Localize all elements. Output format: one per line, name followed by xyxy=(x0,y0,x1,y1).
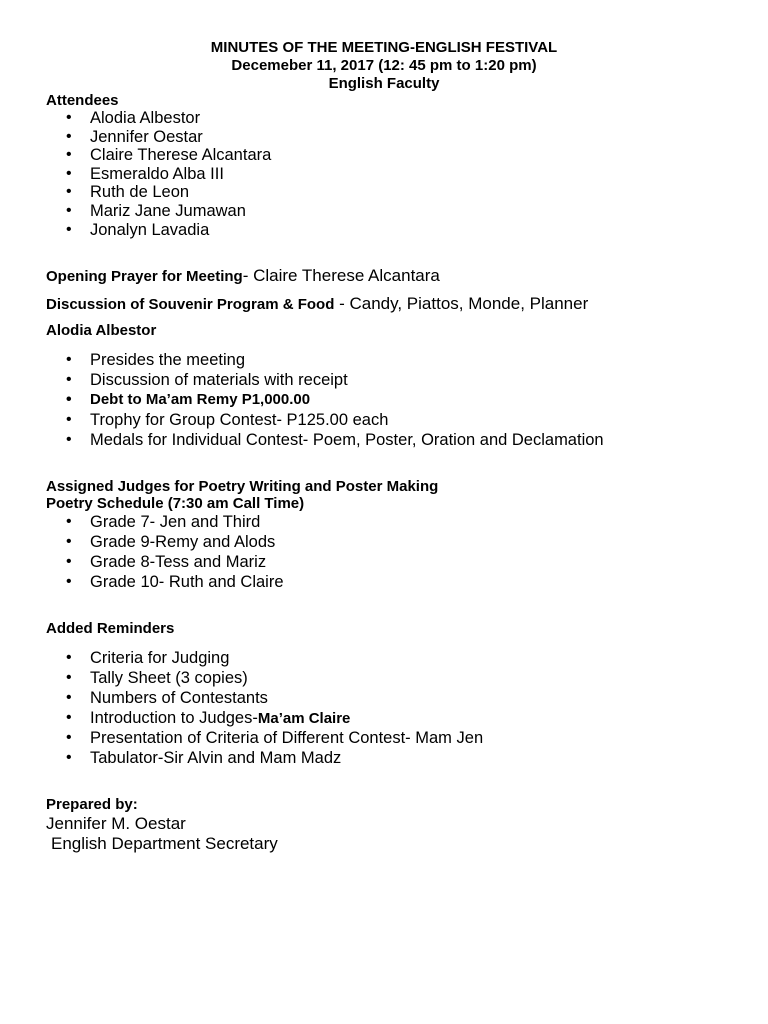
attendees-list xyxy=(46,109,271,239)
souvenir-line xyxy=(46,294,588,315)
list-item: • Grade 8-Tess and Mariz xyxy=(46,552,284,572)
souvenir-label: Discussion of Souvenir Program & Food xyxy=(46,296,335,313)
attendees-heading: Attendees xyxy=(46,92,119,109)
opening-prayer-line xyxy=(46,266,440,287)
list-item: • Grade 10- Ruth and Claire xyxy=(46,572,284,592)
list-item: • Discussion of materials with receipt xyxy=(46,370,604,390)
list-item: • Debt to Ma’am Remy P1,000.00 xyxy=(46,390,604,410)
list-item: • Claire Therese Alcantara xyxy=(46,146,271,165)
judges-heading: Assigned Judges for Poetry Writing and Poster Making xyxy=(46,478,439,495)
intro-name: Ma’am Claire xyxy=(257,710,351,727)
list-item: • Numbers of Contestants xyxy=(46,688,483,708)
prepared-by-label: Prepared by: xyxy=(46,796,138,813)
presider-heading: Alodia Albestor xyxy=(46,322,157,339)
list-item: • Grade 9-Remy and Alods xyxy=(46,532,284,552)
list-item: • Alodia Albestor xyxy=(46,109,271,128)
list-item: • Trophy for Group Contest- P125.00 each xyxy=(46,410,604,430)
souvenir-value: - Candy, Piattos, Monde, Planner xyxy=(334,294,589,313)
list-item: • Medals for Individual Contest- Poem, Poster, Oration and Declamation xyxy=(46,430,604,450)
list-item: • Tally Sheet (3 copies) xyxy=(46,668,483,688)
list-item: • Tabulator-Sir Alvin and Mam Madz xyxy=(46,748,483,768)
list-item: • Presides the meeting xyxy=(46,350,604,370)
list-item: • Jonalyn Lavadia xyxy=(46,221,271,240)
reminders-heading: Added Reminders xyxy=(46,620,175,637)
list-item: • Presentation of Criteria of Different Contest- Mam Jen xyxy=(46,728,483,748)
list-item: • Jennifer Oestar xyxy=(46,128,271,147)
list-item: • Criteria for Judging xyxy=(46,648,483,668)
opening-prayer-label: Opening Prayer for Meeting xyxy=(46,268,243,285)
opening-prayer-value: - Claire Therese Alcantara xyxy=(242,266,440,285)
preparer-title: English Department Secretary xyxy=(51,834,278,853)
poetry-schedule: Poetry Schedule (7:30 am Call Time) xyxy=(46,495,305,512)
document-title: MINUTES OF THE MEETING-ENGLISH FESTIVAL xyxy=(210,39,558,56)
list-item: • Esmeraldo Alba III xyxy=(46,165,271,184)
presider-list xyxy=(46,350,604,450)
list-item: • Mariz Jane Jumawan xyxy=(46,202,271,221)
intro-prefix: Introduction to Judges- xyxy=(90,709,258,727)
preparer-name: Jennifer M. Oestar xyxy=(46,814,186,833)
list-item: • Ruth de Leon xyxy=(46,183,271,202)
list-item: • Grade 7- Jen and Third xyxy=(46,512,284,532)
reminders-list xyxy=(46,648,483,768)
list-item xyxy=(46,708,483,728)
meeting-date: Decemeber 11, 2017 (12: 45 pm to 1:20 pm) xyxy=(231,57,537,74)
meeting-group: English Faculty xyxy=(328,75,440,92)
judges-list xyxy=(46,512,284,592)
